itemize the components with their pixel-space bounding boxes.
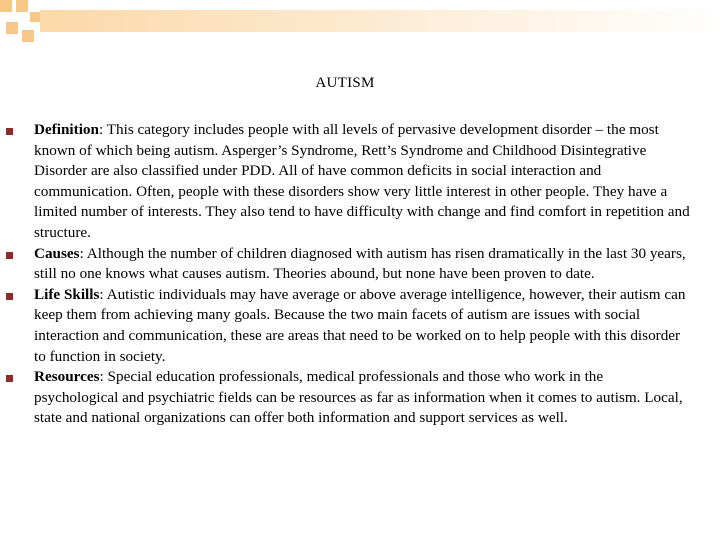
term-life-skills: Life Skills	[34, 285, 100, 303]
bullet-item-life-skills	[0, 285, 690, 367]
deco-square	[6, 22, 18, 34]
bullet-square-icon	[6, 128, 13, 135]
term-resources: Resources	[34, 368, 100, 386]
text-life-skills: : Autistic individuals may have average or above average intelligence, however, their autism can keep them from achieving many goals. Because the two main facets of autism are issues with social interaction and communication, these are areas that need to be worked on to help people with this disorder to function in society.	[34, 285, 686, 365]
bullet-list	[0, 120, 720, 429]
bullet-square-icon	[6, 252, 13, 259]
header-decoration	[0, 0, 720, 50]
text-causes: : Although the number of children diagnosed with autism has risen dramatically in the last 30 years, still no one knows what causes autism. Theories abound, but none have been proven to date.	[34, 244, 686, 283]
slide-title: AUTISM	[315, 75, 375, 91]
deco-square	[22, 30, 34, 42]
text-definition: : This category includes people with all levels of pervasive development disorder – the most known of which being autism. Asperger’s Syndrome, Rett’s Syndrome and Childhood Disintegrative Disorder are also classified under PDD. All of have common deficits in social interaction and communication. Often, people with these disorders show very little interest in other people. They have a limited number of interests. They also tend to have difficulty with change and find comfort in repetition and structure.	[34, 121, 690, 241]
bullet-square-icon	[6, 293, 13, 300]
deco-square	[30, 12, 40, 22]
bullet-square-icon	[6, 375, 13, 382]
bullet-item-resources	[0, 367, 690, 429]
term-causes: Causes	[34, 244, 80, 262]
text-resources: : Special education professionals, medical professionals and those who work in the psychological and psychiatric fields can be resources as far as information when it comes to autism. Local, state and national organizations can offer both information and support services as well.	[34, 368, 683, 427]
deco-square	[0, 0, 12, 12]
deco-square	[16, 0, 28, 12]
header-gradient-bar	[40, 10, 720, 32]
term-definition: Definition	[34, 121, 99, 138]
bullet-item-definition	[0, 120, 690, 244]
bullet-item-causes	[0, 244, 690, 285]
